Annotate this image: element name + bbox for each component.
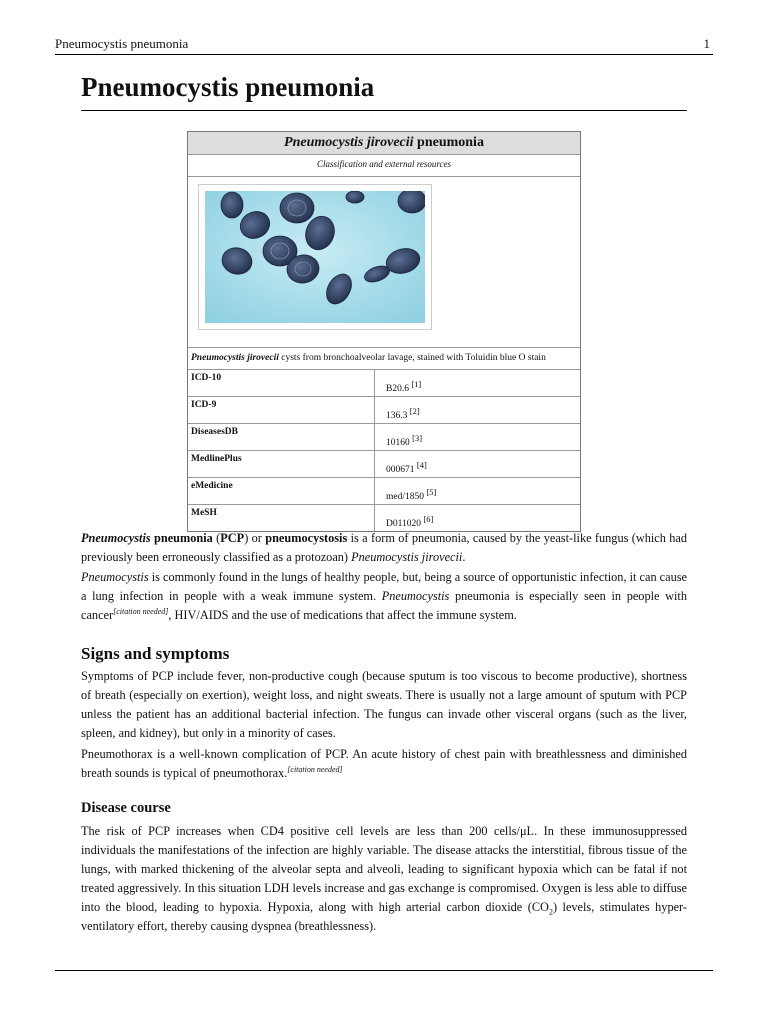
infobox-subtitle: Classification and external resources xyxy=(188,155,580,177)
subscript: 2 xyxy=(548,907,553,917)
text: is a form of pneumonia, caused by the yeast-like fungus (which had previously been erroneously classified as a protozoan) xyxy=(81,531,687,564)
ref-link[interactable]: [3] xyxy=(412,433,423,443)
footer-rule xyxy=(55,970,713,971)
row-key: MedlinePlus xyxy=(188,451,375,477)
infobox-row-medlineplus xyxy=(188,451,580,478)
intro-paragraph-2 xyxy=(81,568,687,625)
row-value xyxy=(375,478,580,504)
infobox-title-rest: pneumonia xyxy=(413,135,484,150)
term-pcp: PCP xyxy=(220,531,245,545)
row-value xyxy=(375,424,580,450)
infobox-row-icd10 xyxy=(188,370,580,397)
heading-disease-course: Disease course xyxy=(81,800,171,816)
text: The risk of PCP increases when CD4 positive cell levels are less than 200 cells/μL. In these immunosuppressed individuals the manifestations of the infection are highly variable. The disease attacks the interstitial, fibrous tissue of the lungs, with marked thickening of the alveolar septa and alveoli, leading to significant hypoxia which can be fatal if not treated aggressively. In this situation LDH levels increase and gas exchange is compromised. Oxygen is less able to diffuse into the blood, leading to hypoxia. Hypoxia, along with high arterial carbon dioxide (CO xyxy=(81,824,687,914)
caption-rest: cysts from bronchoalveolar lavage, stained with Toluidin blue O stain xyxy=(278,353,546,363)
page-number: 1 xyxy=(703,36,710,51)
code-link[interactable]: med/1850 xyxy=(386,492,424,503)
term-pneumocystis: Pneumocystis xyxy=(81,531,151,545)
text: . xyxy=(462,550,466,564)
row-key: ICD-10 xyxy=(188,370,375,396)
heading-signs-and-symptoms: Signs and symptoms xyxy=(81,644,230,663)
row-value xyxy=(375,370,580,396)
infobox-row-diseasesdb xyxy=(188,424,580,451)
ref-link[interactable]: [1] xyxy=(411,379,422,389)
infobox xyxy=(187,131,581,532)
text: , HIV/AIDS and the use of medications that affect the immune system. xyxy=(168,608,517,622)
genus-name: Pneumocystis xyxy=(381,589,450,603)
ref-link[interactable]: [2] xyxy=(409,406,420,416)
infobox-row-icd9 xyxy=(188,397,580,424)
page-title: Pneumocystis pneumonia xyxy=(81,72,375,102)
code-link[interactable]: 000671 xyxy=(386,465,415,476)
ref-link[interactable]: [4] xyxy=(416,460,427,470)
running-title: Pneumocystis pneumonia xyxy=(55,36,189,51)
species-name: Pneumocystis jirovecii xyxy=(351,550,463,564)
citation-needed-link[interactable]: [citation needed] xyxy=(287,764,343,774)
infobox-title xyxy=(188,132,580,155)
code-link[interactable]: D011020 xyxy=(386,519,422,530)
title-rule xyxy=(81,110,687,111)
row-key: ICD-9 xyxy=(188,397,375,423)
intro-paragraph-1 xyxy=(81,529,687,567)
text: ( xyxy=(212,531,221,545)
row-value xyxy=(375,397,580,423)
code-link[interactable]: 10160 xyxy=(386,438,410,449)
signs-paragraph-1: Symptoms of PCP include fever, non-productive cough (because sputum is too viscous to become productive), shortness of breath (especially on exertion), weight loss, and night sweats. There is usually not a large amount of sputum with PCP unless the patient has an additional bacterial infection. The fungus can invade other visceral organs (such as the liver, spleen, and kidney), but only in a minority of cases. xyxy=(81,669,687,740)
term-pneumocystosis: pneumocystosis xyxy=(265,531,348,545)
row-key: MeSH xyxy=(188,505,375,531)
row-value xyxy=(375,451,580,477)
citation-needed-link[interactable]: [citation needed] xyxy=(113,606,169,616)
text: pneumonia is especially seen in people with cancer xyxy=(81,589,687,622)
image-caption xyxy=(188,348,580,370)
caption-italic: Pneumocystis jirovecii xyxy=(191,353,279,363)
code-link[interactable]: B20.6 xyxy=(386,384,409,395)
infobox-title-italic: Pneumocystis jirovecii xyxy=(284,135,414,150)
course-paragraph-1 xyxy=(81,822,687,936)
genus-name: Pneumocystis xyxy=(81,570,149,584)
running-header xyxy=(55,36,713,55)
text: Pneumothorax is a well-known complication of PCP. An acute history of chest pain with breathlessness and diminished breath sounds is typical of pneumothorax. xyxy=(81,747,687,780)
text: ) or xyxy=(244,531,266,545)
text: ) levels, stimulates hyper-ventilatory effort, thereby causing dyspnea (breathlessness). xyxy=(81,900,687,933)
infobox-row-emedicine xyxy=(188,478,580,505)
row-key: DiseasesDB xyxy=(188,424,375,450)
micrograph-image[interactable] xyxy=(198,184,432,330)
text: is commonly found in the lungs of healthy people, but, being a source of opportunistic infection, it can cause a lung infection in people with a weak immune system. xyxy=(81,570,687,603)
term-pneumonia: pneumonia xyxy=(150,531,213,545)
micrograph-svg xyxy=(205,191,425,323)
row-key: eMedicine xyxy=(188,478,375,504)
ref-link[interactable]: [5] xyxy=(426,487,437,497)
ref-link[interactable]: [6] xyxy=(423,514,434,524)
infobox-image-cell xyxy=(188,177,580,348)
row-value xyxy=(375,505,580,531)
code-link[interactable]: 136.3 xyxy=(386,411,408,422)
infobox-row-mesh xyxy=(188,505,580,531)
signs-paragraph-2 xyxy=(81,745,687,783)
